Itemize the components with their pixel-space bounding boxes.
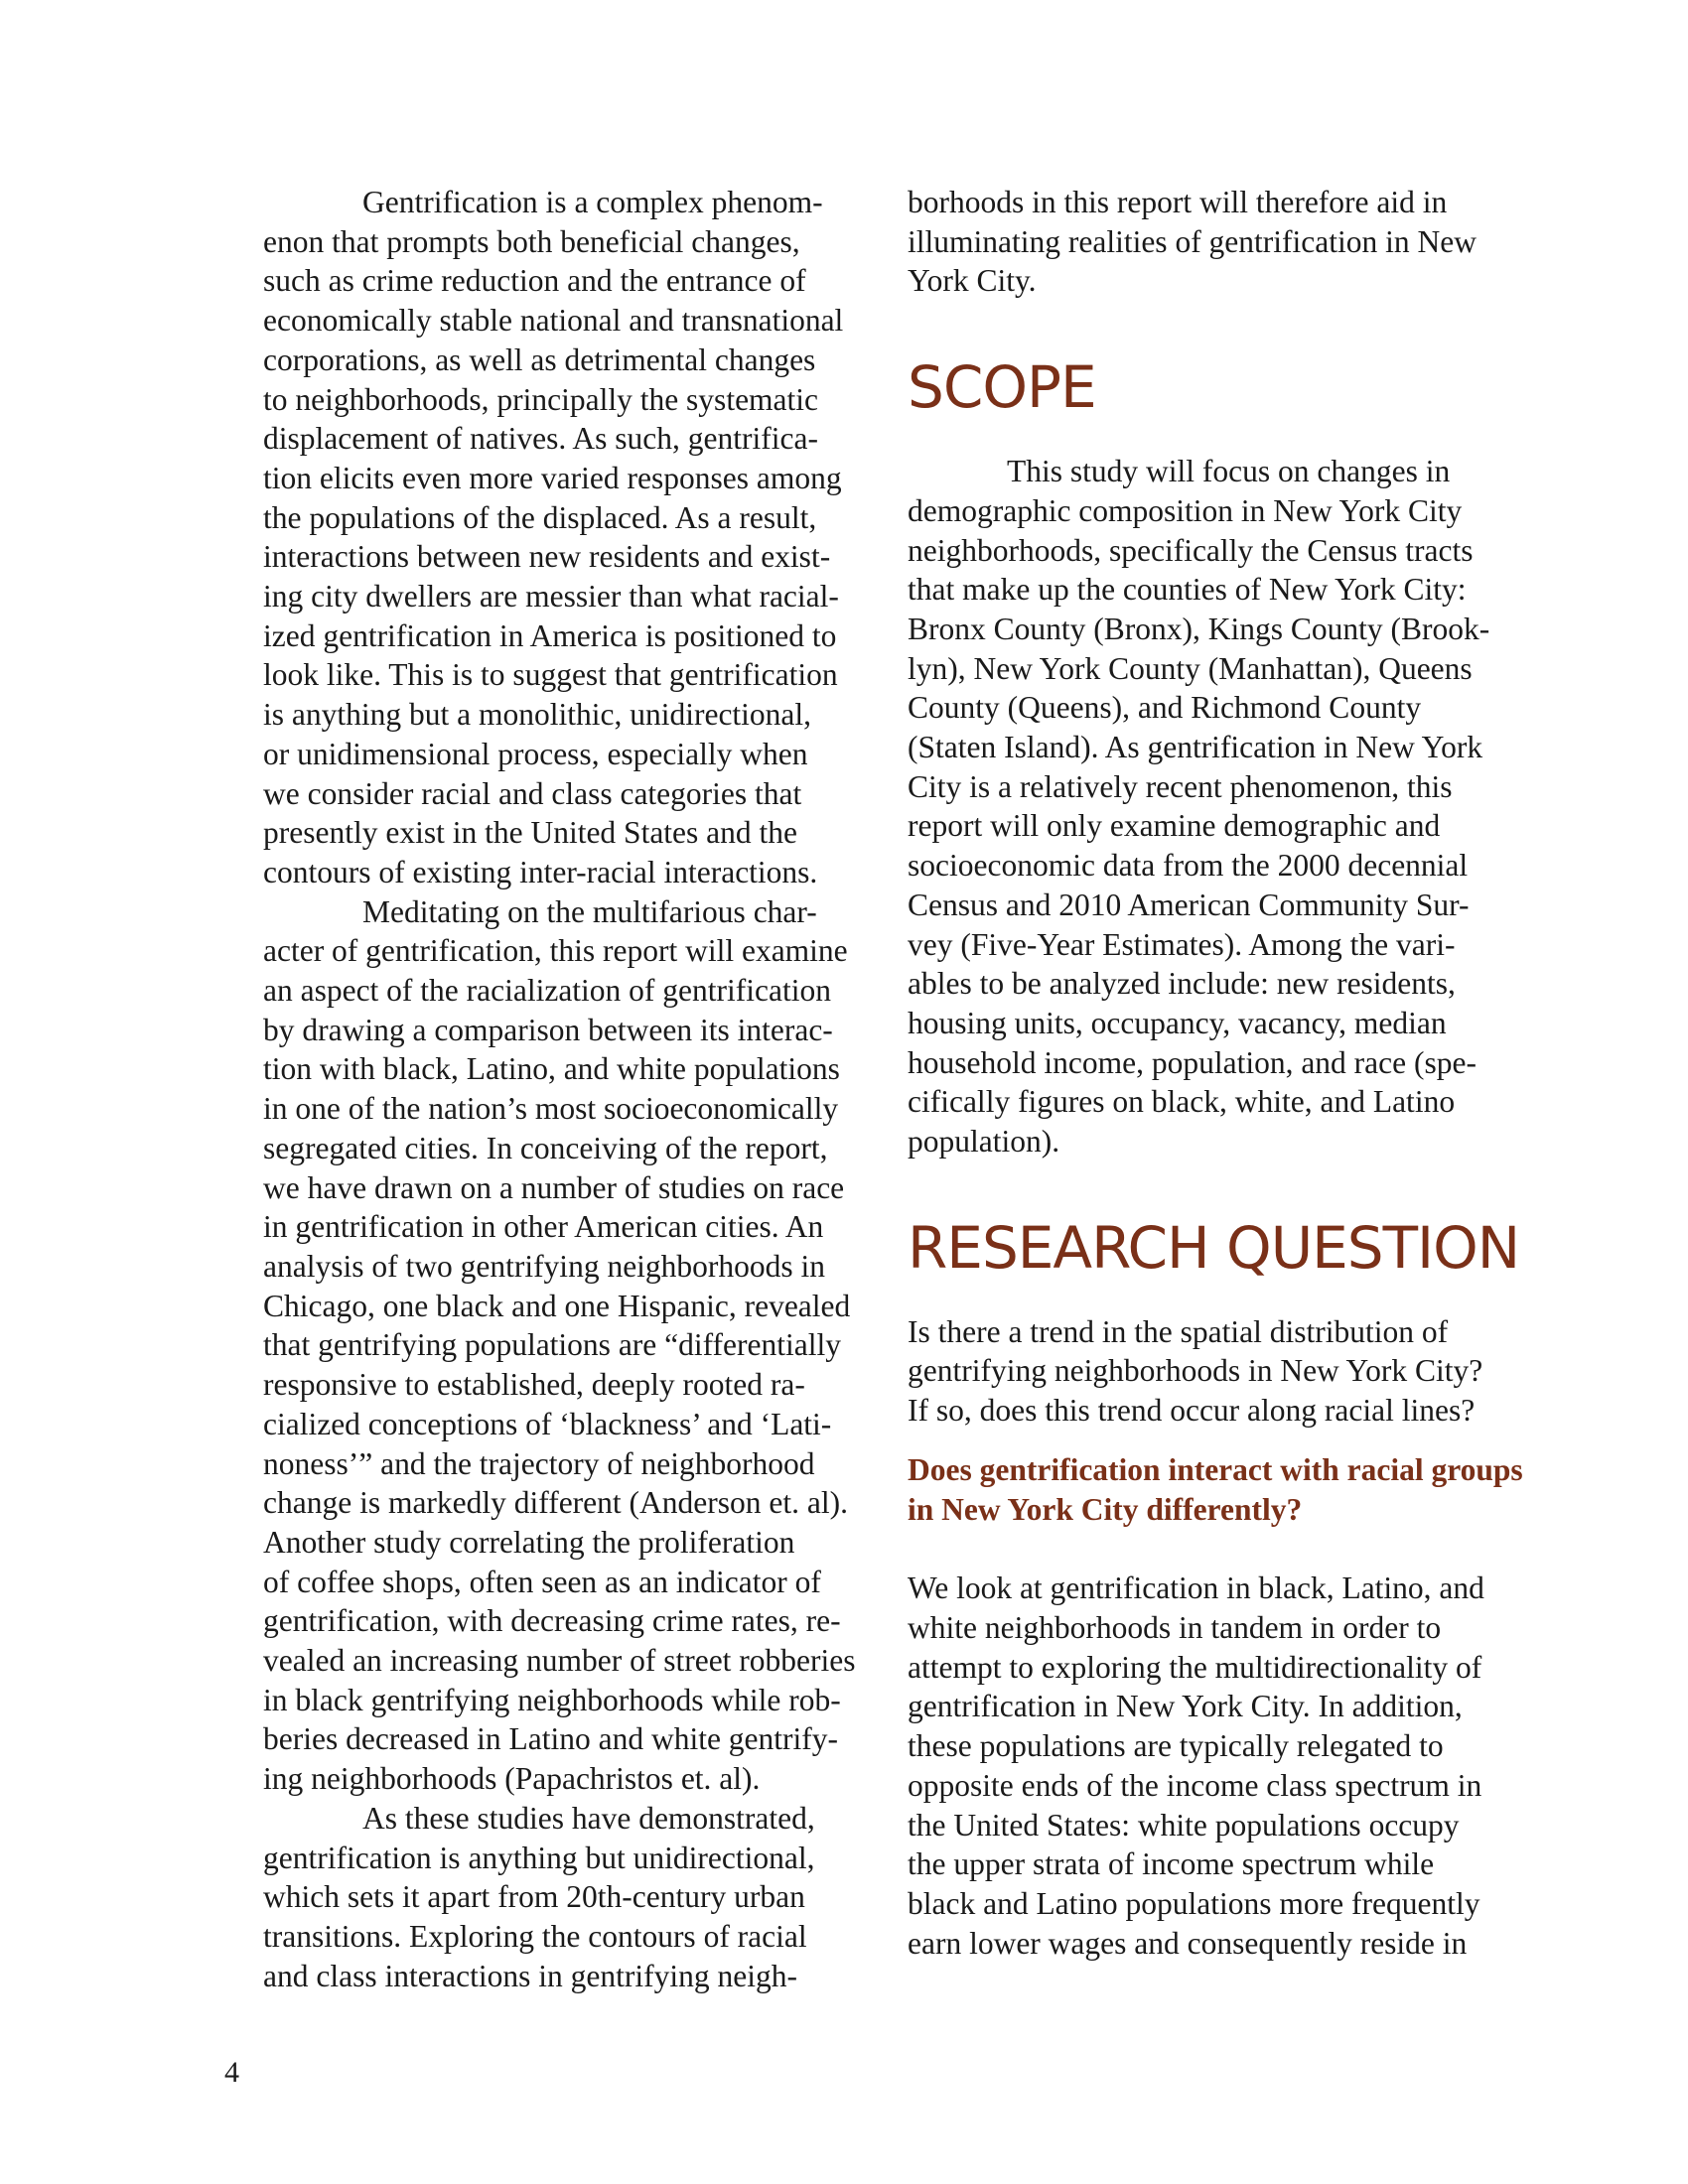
spacer (908, 1529, 1528, 1569)
text-line: lyn), New York County (Manhattan), Queens (908, 650, 1473, 686)
text-line: acter of gentrification, this report will examine (263, 933, 848, 969)
page-number: 4 (224, 2056, 239, 2089)
text-line: York City. (908, 263, 1037, 299)
right-column (908, 183, 1528, 1963)
text-line: gentrification in New York City. In addition, (908, 1689, 1463, 1724)
text-line: cifically figures on black, white, and Latino (908, 1084, 1456, 1120)
scope-heading: SCOPE (908, 353, 1096, 422)
text-line: in black gentrifying neighborhoods while rob- (263, 1682, 841, 1717)
text-line: in one of the nation’s most socioeconomically (263, 1091, 839, 1127)
text-line: presently exist in the United States and the (263, 815, 798, 851)
text-line: demographic composition in New York City (908, 492, 1463, 528)
text-line: County (Queens), and Richmond County (908, 690, 1422, 726)
text-line: report will only examine demographic and (908, 808, 1441, 844)
text-line: ized gentrification in America is positioned to (263, 617, 837, 653)
text-line: gentrification, with decreasing crime rates, re- (263, 1603, 841, 1639)
text-line: analysis of two gentrifying neighborhoods in (263, 1248, 826, 1284)
text-line: ing neighborhoods (Papachristos et. al). (263, 1761, 761, 1797)
text-line: black and Latino populations more frequently (908, 1885, 1480, 1921)
paragraph-continuation (908, 183, 1528, 301)
text-line: contours of existing inter-racial interactions. (263, 854, 818, 889)
text-line: vealed an increasing number of street robberies (263, 1643, 856, 1679)
text-line: transitions. Exploring the contours of racial (263, 1918, 807, 1954)
text-line: ing city dwellers are messier than what racial- (263, 579, 839, 614)
text-line: the populations of the displaced. As a result, (263, 499, 817, 535)
text-line: responsive to established, deeply rooted ra- (263, 1367, 805, 1403)
text-line: displacement of natives. As such, gentrifica- (263, 421, 818, 457)
text-line: tion elicits even more varied responses among (263, 460, 842, 495)
text-line: Meditating on the multifarious char- (362, 893, 817, 929)
text-line: housing units, occupancy, vacancy, median (908, 1005, 1447, 1040)
text-line: or unidimensional process, especially when (263, 736, 808, 771)
text-line: ables to be analyzed include: new residents, (908, 966, 1456, 1002)
text-line: opposite ends of the income class spectrum in (908, 1767, 1482, 1803)
text-line: vey (Five-Year Estimates). Among the vari- (908, 926, 1456, 962)
text-line: to neighborhoods, principally the systematic (263, 381, 819, 417)
text-line: and class interactions in gentrifying neigh- (263, 1958, 797, 1993)
text-line: Census and 2010 American Community Sur- (908, 887, 1470, 922)
text-line: we have drawn on a number of studies on race (263, 1169, 845, 1205)
text-line: Gentrification is a complex phenom- (362, 185, 823, 219)
text-line: If so, does this trend occur along racial lines? (908, 1393, 1476, 1429)
text-line: the United States: white populations occupy (908, 1807, 1460, 1843)
text-line: Bronx County (Bronx), Kings County (Brook- (908, 611, 1490, 646)
text-line: interactions between new residents and exist- (263, 539, 831, 575)
text-line: socioeconomic data from the 2000 decennial (908, 848, 1469, 884)
text-line: segregated cities. In conceiving of the report, (263, 1130, 828, 1165)
text-line: neighborhoods, specifically the Census tracts (908, 532, 1474, 568)
text-line: enon that prompts both beneficial changes, (263, 223, 800, 259)
text-line: in gentrification in other American cities. An (263, 1209, 824, 1245)
text-line: that make up the counties of New York City: (908, 572, 1467, 608)
text-line: noness’” and the trajectory of neighborhood (263, 1445, 815, 1481)
text-line: Chicago, one black and one Hispanic, revealed (263, 1288, 851, 1323)
text-line: tion with black, Latino, and white populations (263, 1051, 840, 1087)
text-line: white neighborhoods in tandem in order to (908, 1609, 1442, 1645)
left-column (263, 183, 884, 1995)
text-line: in New York City differently? (908, 1491, 1303, 1527)
text-line: we consider racial and class categories that (263, 775, 802, 811)
text-line: corporations, as well as detrimental changes (263, 341, 816, 377)
text-line: which sets it apart from 20th-century urban (263, 1879, 805, 1915)
text-line: This study will focus on changes in (1007, 454, 1451, 489)
text-line: We look at gentrification in black, Latino, and (908, 1570, 1484, 1606)
text-line: Another study correlating the proliferation (263, 1524, 795, 1560)
text-line: City is a relatively recent phenomenon, this (908, 768, 1453, 804)
research-question-heading: RESEARCH QUESTION (908, 1213, 1520, 1282)
text-line: the upper strata of income spectrum while (908, 1846, 1435, 1882)
paragraph-studies-demonstrated (263, 1799, 884, 1996)
text-line: Does gentrification interact with racial groups (908, 1451, 1523, 1487)
text-line: of coffee shops, often seen as an indicator of (263, 1564, 821, 1599)
text-line: household income, population, and race (spe- (908, 1044, 1477, 1080)
text-line: Is there a trend in the spatial distribution of (908, 1313, 1449, 1349)
text-line: illuminating realities of gentrification in New (908, 223, 1477, 259)
text-line: look like. This is to suggest that gentrification (263, 657, 838, 693)
text-line: these populations are typically relegated to (908, 1728, 1444, 1764)
research-question-text (908, 1312, 1528, 1431)
text-line: change is markedly different (Anderson et. al). (263, 1485, 848, 1521)
text-line: by drawing a comparison between its interac- (263, 1012, 833, 1047)
text-line: As these studies have demonstrated, (362, 1800, 815, 1836)
paragraph-intro (263, 183, 884, 892)
text-line: beries decreased in Latino and white gentrify- (263, 1721, 839, 1757)
text-line: an aspect of the racialization of gentrification (263, 973, 831, 1009)
paragraph-research-body (908, 1569, 1528, 1963)
text-line: is anything but a monolithic, unidirectional, (263, 697, 812, 733)
text-line: economically stable national and transnational (263, 303, 844, 339)
paragraph-scope (908, 452, 1528, 1161)
research-subquestion (908, 1450, 1528, 1529)
text-line: earn lower wages and consequently reside in (908, 1925, 1468, 1961)
paragraph-racialization (263, 892, 884, 1799)
text-line: attempt to exploring the multidirectionality of (908, 1649, 1482, 1685)
text-line: population). (908, 1124, 1060, 1160)
text-line: gentrification is anything but unidirectional, (263, 1840, 815, 1875)
text-line: borhoods in this report will therefore aid in (908, 185, 1448, 219)
text-line: such as crime reduction and the entrance of (263, 263, 806, 299)
text-line: (Staten Island). As gentrification in New York (908, 730, 1483, 765)
text-line: that gentrifying populations are “differentially (263, 1327, 841, 1363)
text-line: cialized conceptions of ‘blackness’ and ‘Lati- (263, 1406, 832, 1441)
text-line: gentrifying neighborhoods in New York City? (908, 1353, 1483, 1389)
